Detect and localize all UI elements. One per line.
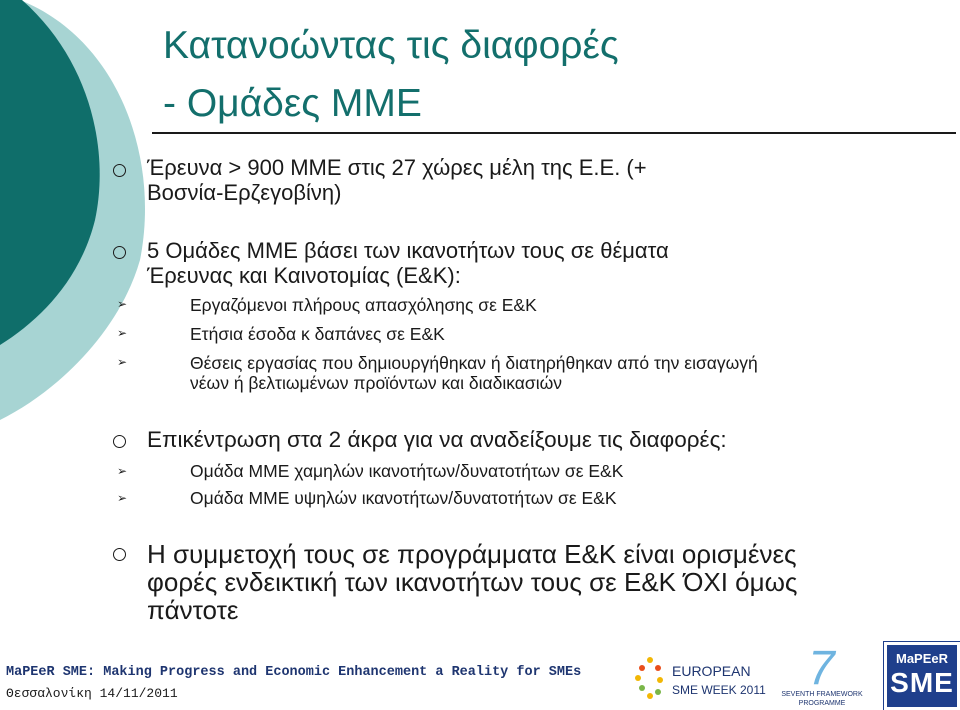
bullet-2-sub-3-cont: νέων ή βελτιωμένων προϊόντων και διαδικασιών bbox=[190, 373, 563, 393]
bullet-1-line1: Έρευνα > 900 ΜΜΕ στις 27 χώρες μέλη της Ε.Ε. (+ bbox=[147, 155, 647, 180]
circle-bullet-icon bbox=[113, 164, 126, 177]
stars-icon bbox=[635, 657, 663, 699]
slide-title bbox=[163, 22, 619, 128]
bullet-2-line1: 5 Ομάδες ΜΜΕ βάσει των ικανοτήτων τους σε θέματα bbox=[147, 238, 669, 263]
seventh-framework-programme-logo bbox=[780, 638, 864, 708]
bullet-4 bbox=[147, 540, 797, 624]
european-sme-week-logo bbox=[628, 648, 776, 706]
bullet-2 bbox=[147, 238, 669, 288]
bullet-4-line3: πάντοτε bbox=[147, 595, 239, 625]
arrow-bullet-icon: ➢ bbox=[117, 491, 128, 505]
mapeer-logo-bottom: SME bbox=[890, 667, 954, 698]
title-divider bbox=[152, 132, 956, 134]
arrow-bullet-icon: ➢ bbox=[117, 326, 128, 340]
mapeer-logo-top: MaPEeR bbox=[895, 651, 949, 666]
circle-bullet-icon bbox=[113, 548, 126, 561]
fp7-line2: PROGRAMME bbox=[798, 700, 846, 707]
sme-week-line2: SME WEEK 2011 bbox=[672, 683, 766, 697]
bullet-2-line2: Έρευνας και Καινοτομίας (Ε&Κ): bbox=[147, 263, 461, 288]
sme-week-line1: EUROPEAN bbox=[672, 663, 751, 679]
bullet-4-line1: Η συμμετοχή τους σε προγράμματα Ε&Κ είναι ορισμένες bbox=[147, 539, 797, 569]
slide-title-line2: - Ομάδες ΜΜΕ bbox=[163, 82, 422, 125]
bullet-3-sub-2: Ομάδα ΜΜΕ υψηλών ικανοτήτων/δυνατοτήτων σε Ε&Κ bbox=[190, 488, 617, 508]
circle-bullet-icon bbox=[113, 435, 126, 448]
bullet-2-sub-1: Εργαζόμενοι πλήρους απασχόλησης σε Ε&Κ bbox=[190, 295, 537, 315]
bullet-1 bbox=[147, 155, 647, 205]
footer-project-name: MaPEeR SME: Making Progress and Economic Enhancement a Reality for SMEs bbox=[6, 665, 582, 680]
bullet-2-sub-3: Θέσεις εργασίας που δημιουργήθηκαν ή διατηρήθηκαν από την εισαγωγή bbox=[190, 353, 758, 373]
footer-location-date: Θεσσαλονίκη 14/11/2011 bbox=[6, 686, 178, 701]
bullet-1-line2: Βοσνία-Ερζεγοβίνη) bbox=[147, 180, 342, 205]
bullet-3: Επικέντρωση στα 2 άκρα για να αναδείξουμε τις διαφορές: bbox=[147, 427, 727, 452]
arrow-bullet-icon: ➢ bbox=[117, 297, 128, 311]
bullet-3-sub-1: Ομάδα ΜΜΕ χαμηλών ικανοτήτων/δυνατοτήτων σε Ε&Κ bbox=[190, 461, 624, 481]
circle-bullet-icon bbox=[113, 246, 126, 259]
arrow-bullet-icon: ➢ bbox=[117, 355, 128, 369]
fp7-number-icon: 7 bbox=[808, 642, 835, 695]
bullet-2-sub-2: Ετήσια έσοδα κ δαπάνες σε Ε&Κ bbox=[190, 324, 445, 344]
mapeer-sme-logo bbox=[884, 642, 960, 710]
fp7-line1: SEVENTH FRAMEWORK bbox=[781, 691, 863, 698]
bullet-4-line2: φορές ενδεικτική των ικανοτήτων τους σε Ε&Κ ΌΧΙ όμως bbox=[147, 567, 798, 597]
slide-title-line1: Κατανοώντας τις διαφορές bbox=[163, 24, 619, 67]
arrow-bullet-icon: ➢ bbox=[117, 464, 128, 478]
